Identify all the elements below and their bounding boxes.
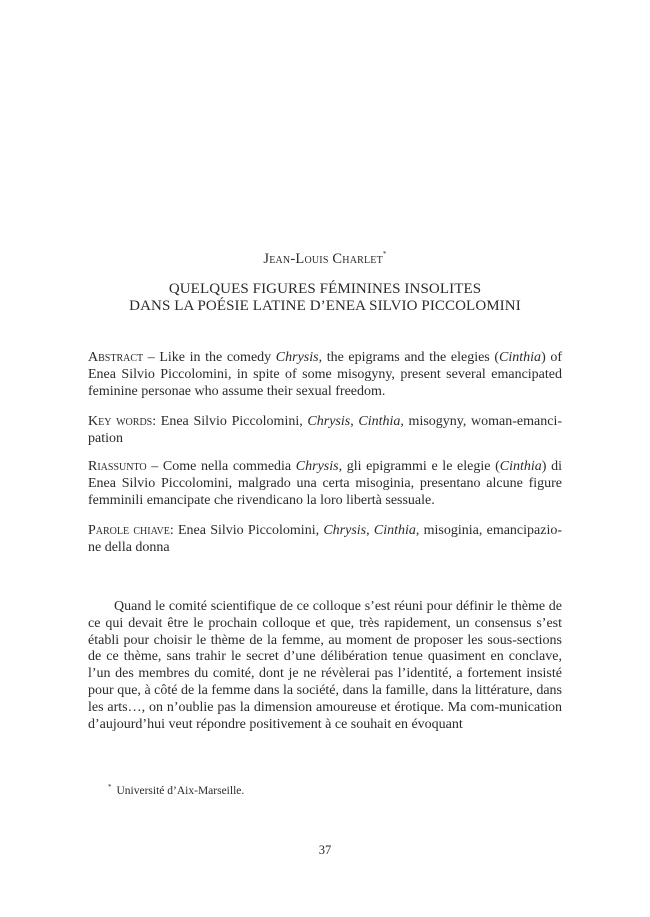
key-words (88, 413, 562, 447)
footnote-text: Université d’Aix-Marseille. (116, 785, 245, 797)
abstract-text-1: – Like in the comedy (143, 350, 276, 365)
key-words-text-2: , (350, 414, 359, 429)
body-text (88, 599, 562, 733)
title-line-1: QUELQUES FIGURES FÉMININES INSOLITES (168, 281, 482, 297)
parole-chiave-text-2: , (366, 523, 374, 538)
key-words-italic-2: Cinthia (358, 414, 401, 429)
riassunto-text-1: – Come nella commedia (146, 459, 296, 474)
abstract-text-3: ) of Enea Silvio Piccolomini, in spite of some misogyny, present several emancipated feminine personae who assume their sexual freedom. (88, 350, 563, 399)
parole-chiave-italic-2: Cinthia (373, 523, 416, 538)
key-words-text-1: : Enea Silvio Piccolomini, (152, 414, 308, 429)
abstract-label: Abstract (88, 350, 144, 365)
author-name (0, 250, 650, 268)
riassunto-text-3: ) di Enea Silvio Piccolomini, malgrado una certa misoginia, presentano alcune figure femminili emancipate che rivendicano la loro libertà sessuale. (88, 459, 562, 508)
riassunto (88, 458, 562, 509)
body-paragraph: Quand le comité scientifique de ce colloque s’est réuni pour définir le thème de ce qui devait être le prochain colloque et que, très rapidement, un consensus s’est établi pour choisir le thème de la femme, au moment de proposer les sous-sections de ce thème, sans trahir le secret d’une délibération tenue quasiment en conclave, l’un des membres du comité, dont je ne révèlerai pas l’identité, a fortement insisté pour que, à côté de la femme dans la société, dans la famille, dans la littérature, dans les arts…, on n’oublie pas la dimension amoureuse et érotique. Ma com-munication d’aujourd’hui veut répondre positivement à ce souhait en évoquant (88, 599, 562, 732)
key-words-text-3: , misogyny, woman-emanci-pation (88, 414, 563, 446)
footnote-mark: * (108, 783, 112, 791)
author-name-text: Jean-Louis Charlet (263, 251, 383, 267)
footnote (108, 780, 562, 798)
abstract-italic-2: Cinthia (499, 350, 542, 365)
riassunto-text-2: , gli epigrammi e le elegie ( (338, 459, 500, 474)
author-footnote-mark: * (382, 250, 387, 258)
riassunto-italic-2: Cinthia (499, 459, 542, 474)
key-words-italic-1: Chrysis (307, 414, 351, 429)
riassunto-label: Riassunto (88, 459, 147, 474)
paper-title (60, 281, 590, 314)
riassunto-italic-1: Chrysis (295, 459, 339, 474)
parole-chiave-italic-1: Chrysis (323, 523, 367, 538)
parole-chiave (88, 522, 562, 556)
abstract-text-2: , the epigrams and the elegies ( (318, 350, 500, 365)
abstract (88, 349, 562, 400)
page-number: 37 (318, 843, 332, 857)
parole-chiave-text-3: , misoginia, emancipazio-ne della donna (88, 523, 562, 555)
abstract-italic-1: Chrysis (275, 350, 319, 365)
parole-chiave-text-1: : Enea Silvio Piccolomini, (169, 523, 324, 538)
title-line-2: DANS LA POÉSIE LATINE D’ENEA SILVIO PICCOLOMINI (129, 297, 521, 314)
parole-chiave-label: Parole chiave (88, 523, 170, 538)
key-words-label: Key words (88, 414, 153, 429)
